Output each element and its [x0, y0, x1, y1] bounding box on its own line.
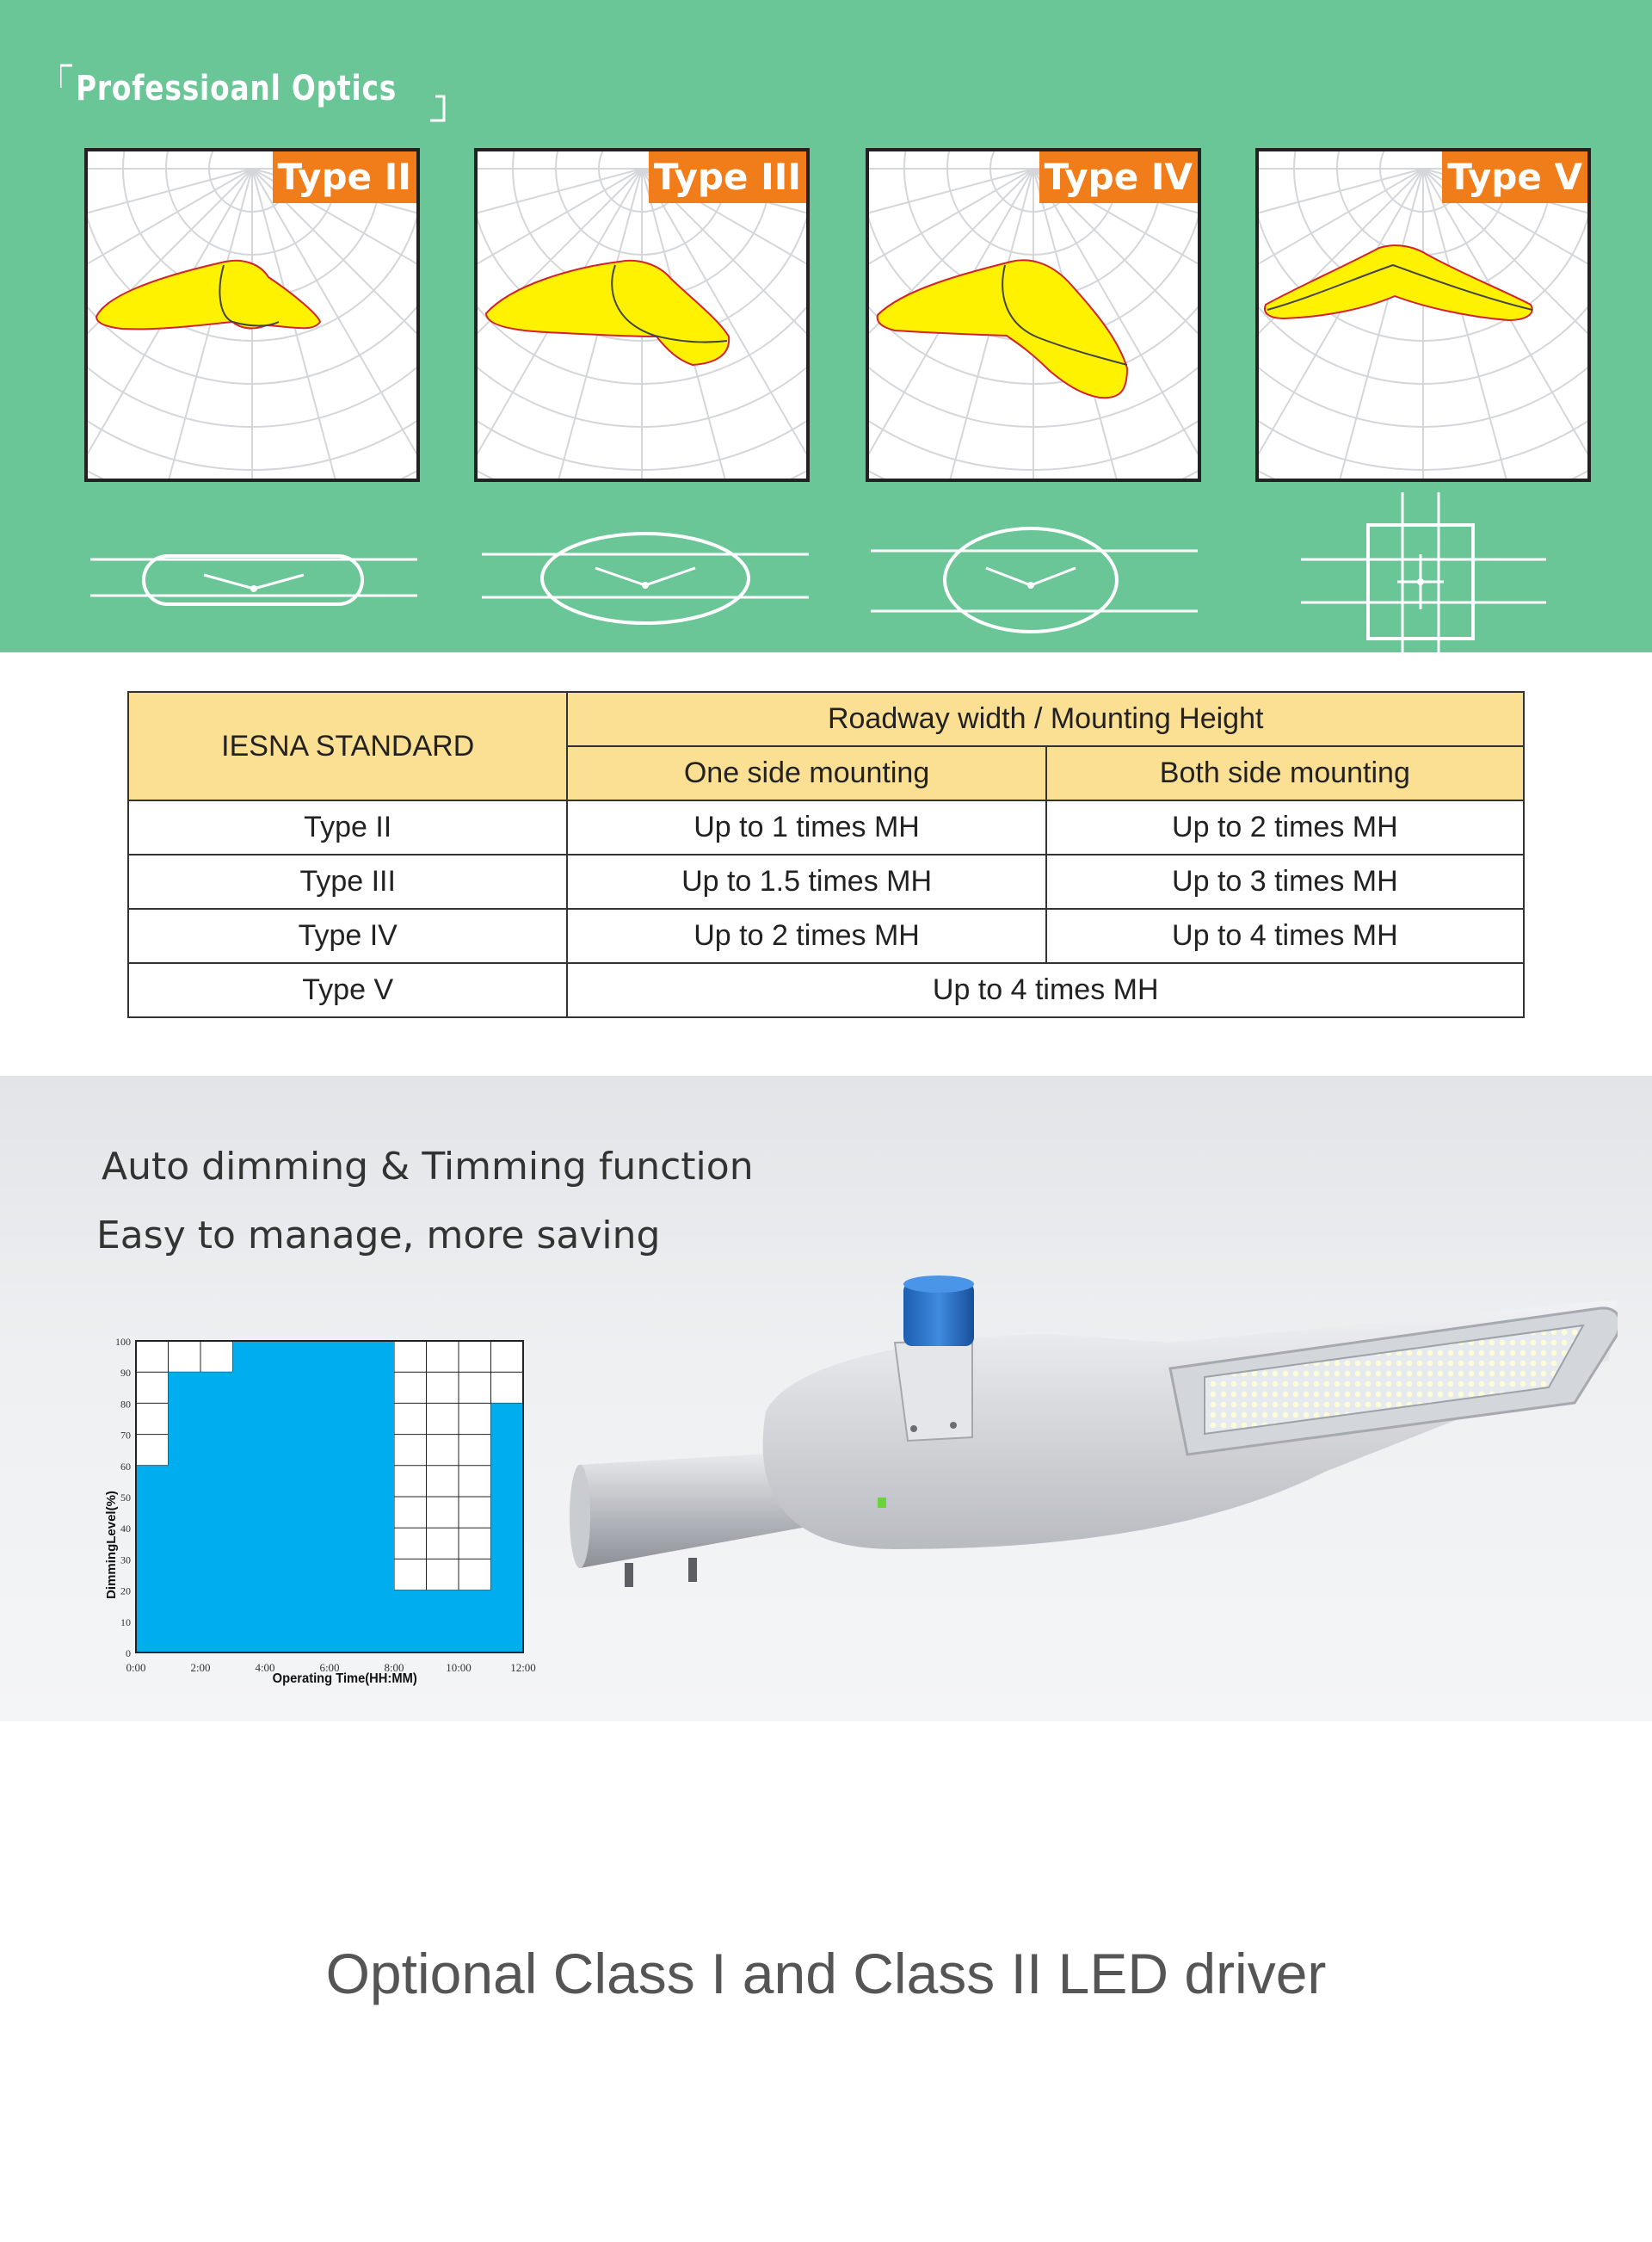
- chart-y-tick-label: 50: [120, 1492, 131, 1504]
- row-one-side: Up to 1.5 times MH: [567, 855, 1045, 909]
- row-type: Type IV: [128, 909, 567, 963]
- optic-panel-type-iv: [866, 148, 1201, 482]
- section-title: Professioanl Optics: [76, 69, 398, 108]
- row-merged: Up to 4 times MH: [567, 963, 1524, 1017]
- road-large-oval-icon: [871, 515, 1198, 635]
- type-label: Type V: [1442, 151, 1587, 203]
- chart-y-label: DimmingLevel(%): [104, 1491, 119, 1599]
- chart-x-tick-label: 0:00: [126, 1661, 146, 1674]
- col-one-side-header: One side mounting: [567, 746, 1045, 800]
- light-distribution-curve: [878, 260, 1127, 398]
- col-both-side-header: Both side mounting: [1046, 746, 1524, 800]
- chart-y-tick-label: 80: [120, 1398, 131, 1411]
- light-distribution-curve: [96, 261, 320, 330]
- chart-bar-segment: [491, 1403, 524, 1652]
- chart-y-tick-label: 90: [120, 1367, 131, 1380]
- type-label: Type IV: [1039, 151, 1198, 203]
- chart-bar-segment: [169, 1372, 233, 1652]
- group-header: Roadway width / Mounting Height: [567, 692, 1524, 746]
- chart-x-tick-label: 8:00: [384, 1661, 404, 1674]
- chart-y-tick-label: 70: [120, 1429, 131, 1442]
- chart-y-tick-label: 100: [115, 1338, 131, 1348]
- chart-x-tick-label: 2:00: [190, 1661, 211, 1674]
- chart-y-tick-label: 40: [120, 1522, 131, 1535]
- light-distribution-curve: [1265, 245, 1532, 320]
- chart-y-tick-label: 30: [120, 1553, 131, 1566]
- chart-x-tick-label: 12:00: [510, 1661, 536, 1674]
- row-type: Type V: [128, 963, 567, 1017]
- row-both-side: Up to 3 times MH: [1046, 855, 1524, 909]
- optic-panel-type-v: [1255, 148, 1591, 482]
- type-label: Type II: [273, 151, 416, 203]
- chart-x-tick-label: 6:00: [319, 1661, 340, 1674]
- table-row: [128, 800, 1524, 855]
- light-distribution-curve: [486, 261, 729, 365]
- street-light-image: [568, 1265, 1618, 1609]
- chart-y-tick-label: 20: [120, 1584, 131, 1597]
- type-label: Type III: [649, 151, 806, 203]
- driver-title: Optional Class I and Class II LED driver: [325, 1942, 1327, 2005]
- section-title-frame: [60, 62, 447, 124]
- dimming-subtitle: Easy to manage, more saving: [96, 1214, 661, 1257]
- row-type: Type II: [128, 800, 567, 855]
- chart-x-label: Operating Time(HH:MM): [272, 1671, 417, 1687]
- road-narrow-oval-icon: [90, 515, 417, 618]
- optic-panel-type-iii: [474, 148, 810, 482]
- chart-x-tick-label: 4:00: [255, 1661, 275, 1674]
- chart-y-tick-label: 10: [120, 1615, 131, 1628]
- row-type: Type III: [128, 855, 567, 909]
- dimming-chart: [95, 1338, 542, 1691]
- chart-bar-segment: [136, 1466, 169, 1652]
- row-one-side: Up to 1 times MH: [567, 800, 1045, 855]
- road-medium-oval-icon: [482, 515, 809, 627]
- chart-x-tick-label: 10:00: [446, 1661, 472, 1674]
- standard-header: IESNA STANDARD: [128, 692, 567, 800]
- iesna-table: [127, 691, 1525, 1018]
- table-row: [128, 963, 1524, 1017]
- row-both-side: Up to 4 times MH: [1046, 909, 1524, 963]
- row-both-side: Up to 2 times MH: [1046, 800, 1524, 855]
- chart-y-tick-label: 60: [120, 1460, 131, 1473]
- dimming-title: Auto dimming & Timming function: [102, 1145, 754, 1189]
- optic-panel-type-ii: [84, 148, 420, 482]
- table-row: [128, 855, 1524, 909]
- chart-bar-segment: [394, 1590, 491, 1652]
- chart-y-tick-label: 0: [126, 1647, 131, 1659]
- square-distribution-icon: [1301, 492, 1546, 675]
- row-one-side: Up to 2 times MH: [567, 909, 1045, 963]
- chart-bar-segment: [233, 1341, 395, 1652]
- table-row: [128, 909, 1524, 963]
